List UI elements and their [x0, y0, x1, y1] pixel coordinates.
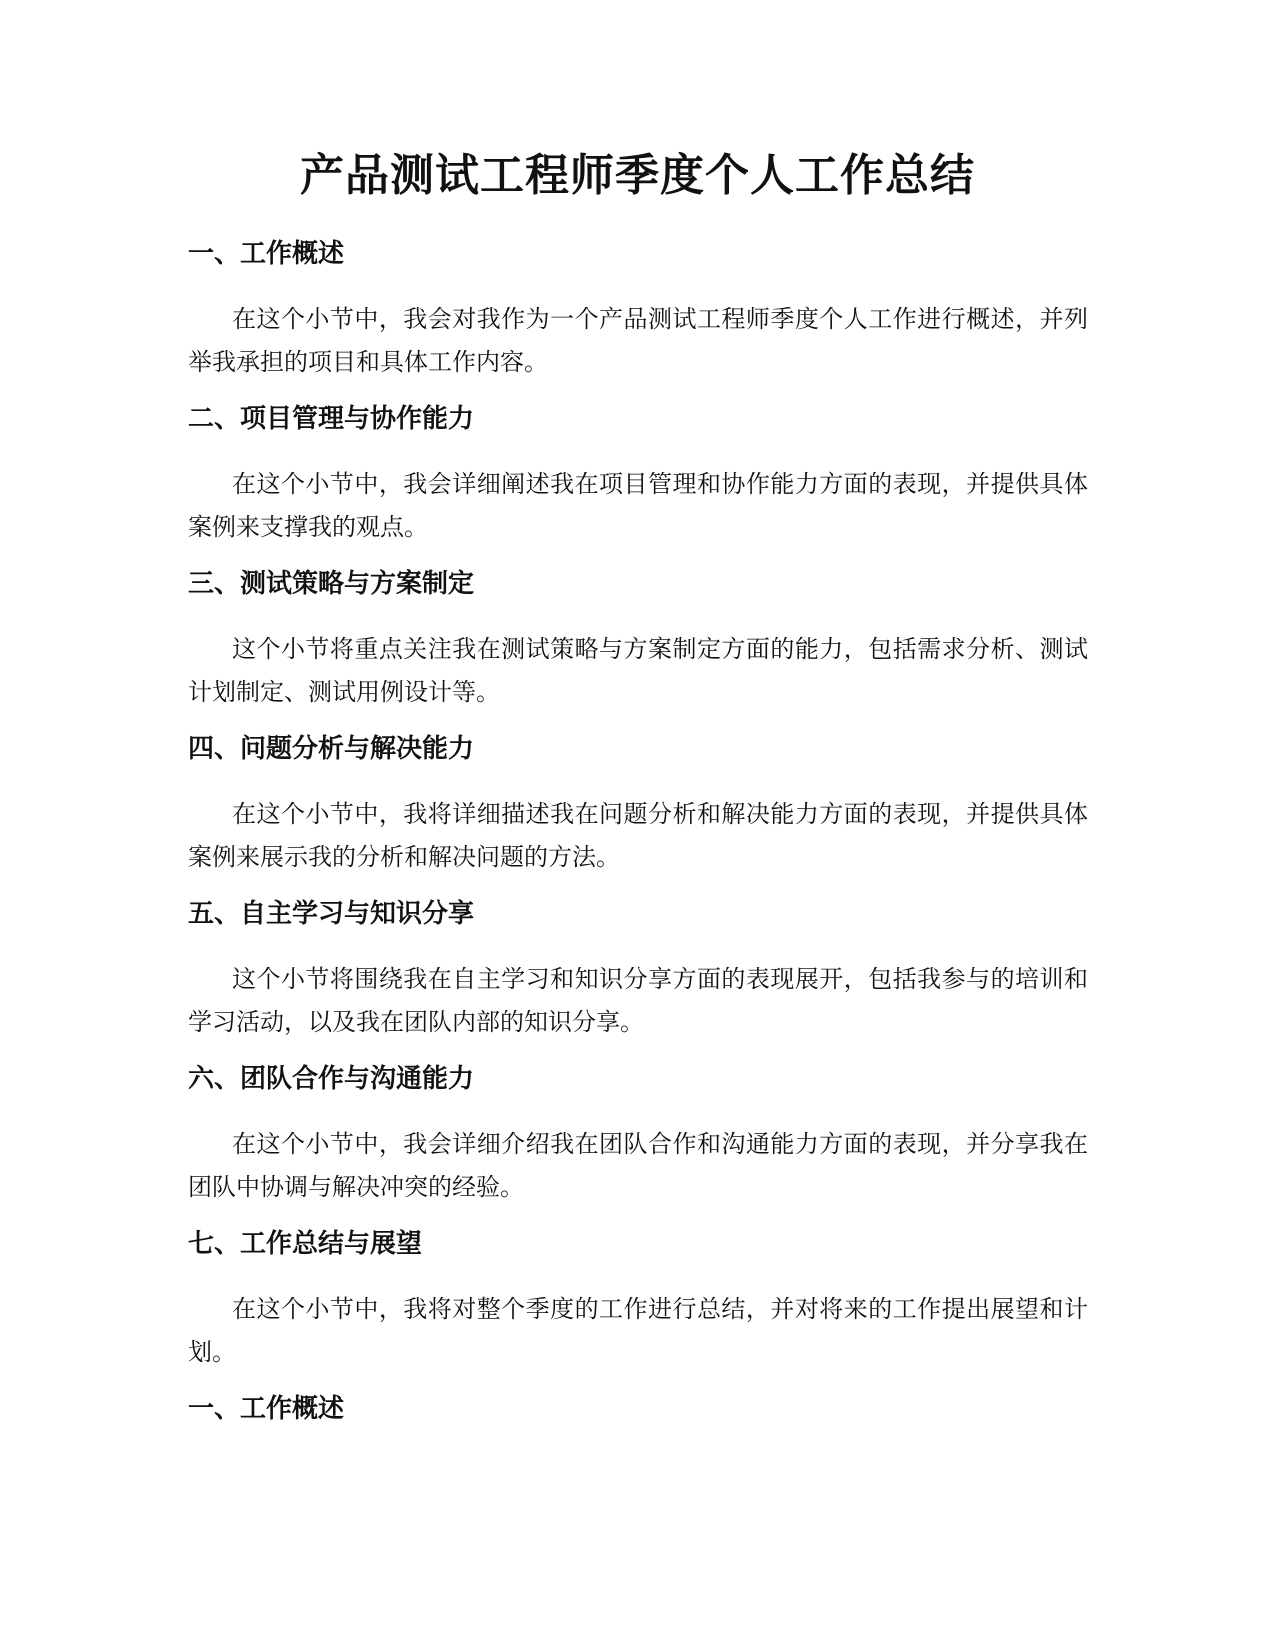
section-summary-outlook [188, 1226, 1088, 1374]
section-paragraph: 在这个小节中，我会详细介绍我在团队合作和沟通能力方面的表现，并分享我在团队中协调与解决冲突的经验。 [188, 1130, 1088, 1201]
section-paragraph: 在这个小节中，我将对整个季度的工作进行总结，并对将来的工作提出展望和计划。 [188, 1295, 1088, 1366]
section-paragraph: 在这个小节中，我将详细描述我在问题分析和解决能力方面的表现，并提供具体案例来展示我的分析和解决问题的方法。 [188, 800, 1088, 871]
section-heading: 三、测试策略与方案制定 [188, 569, 475, 599]
section-heading: 二、项目管理与协作能力 [188, 404, 475, 434]
section-heading: 一、工作概述 [188, 239, 345, 269]
section-project-management [188, 401, 1088, 549]
document-title: 产品测试工程师季度个人工作总结 [300, 150, 975, 201]
section-heading: 一、工作概述 [188, 1394, 345, 1424]
section-heading: 四、问题分析与解决能力 [188, 734, 475, 764]
section-heading: 五、自主学习与知识分享 [188, 899, 475, 929]
section-work-overview [188, 236, 1088, 384]
section-test-strategy [188, 566, 1088, 714]
section-problem-solving [188, 731, 1088, 879]
section-paragraph: 这个小节将重点关注我在测试策略与方案制定方面的能力，包括需求分析、测试计划制定、测试用例设计等。 [188, 635, 1088, 706]
section-self-learning [188, 896, 1088, 1044]
section-paragraph: 在这个小节中，我会详细阐述我在项目管理和协作能力方面的表现，并提供具体案例来支撑我的观点。 [188, 470, 1088, 541]
section-heading: 六、团队合作与沟通能力 [188, 1064, 475, 1094]
section-heading: 七、工作总结与展望 [188, 1229, 423, 1259]
section-teamwork [188, 1061, 1088, 1209]
section-paragraph: 这个小节将围绕我在自主学习和知识分享方面的表现展开，包括我参与的培训和学习活动，以及我在团队内部的知识分享。 [188, 965, 1088, 1036]
section-work-overview-repeat [188, 1391, 1088, 1427]
section-paragraph: 在这个小节中，我会对我作为一个产品测试工程师季度个人工作进行概述，并列举我承担的项目和具体工作内容。 [188, 305, 1088, 376]
